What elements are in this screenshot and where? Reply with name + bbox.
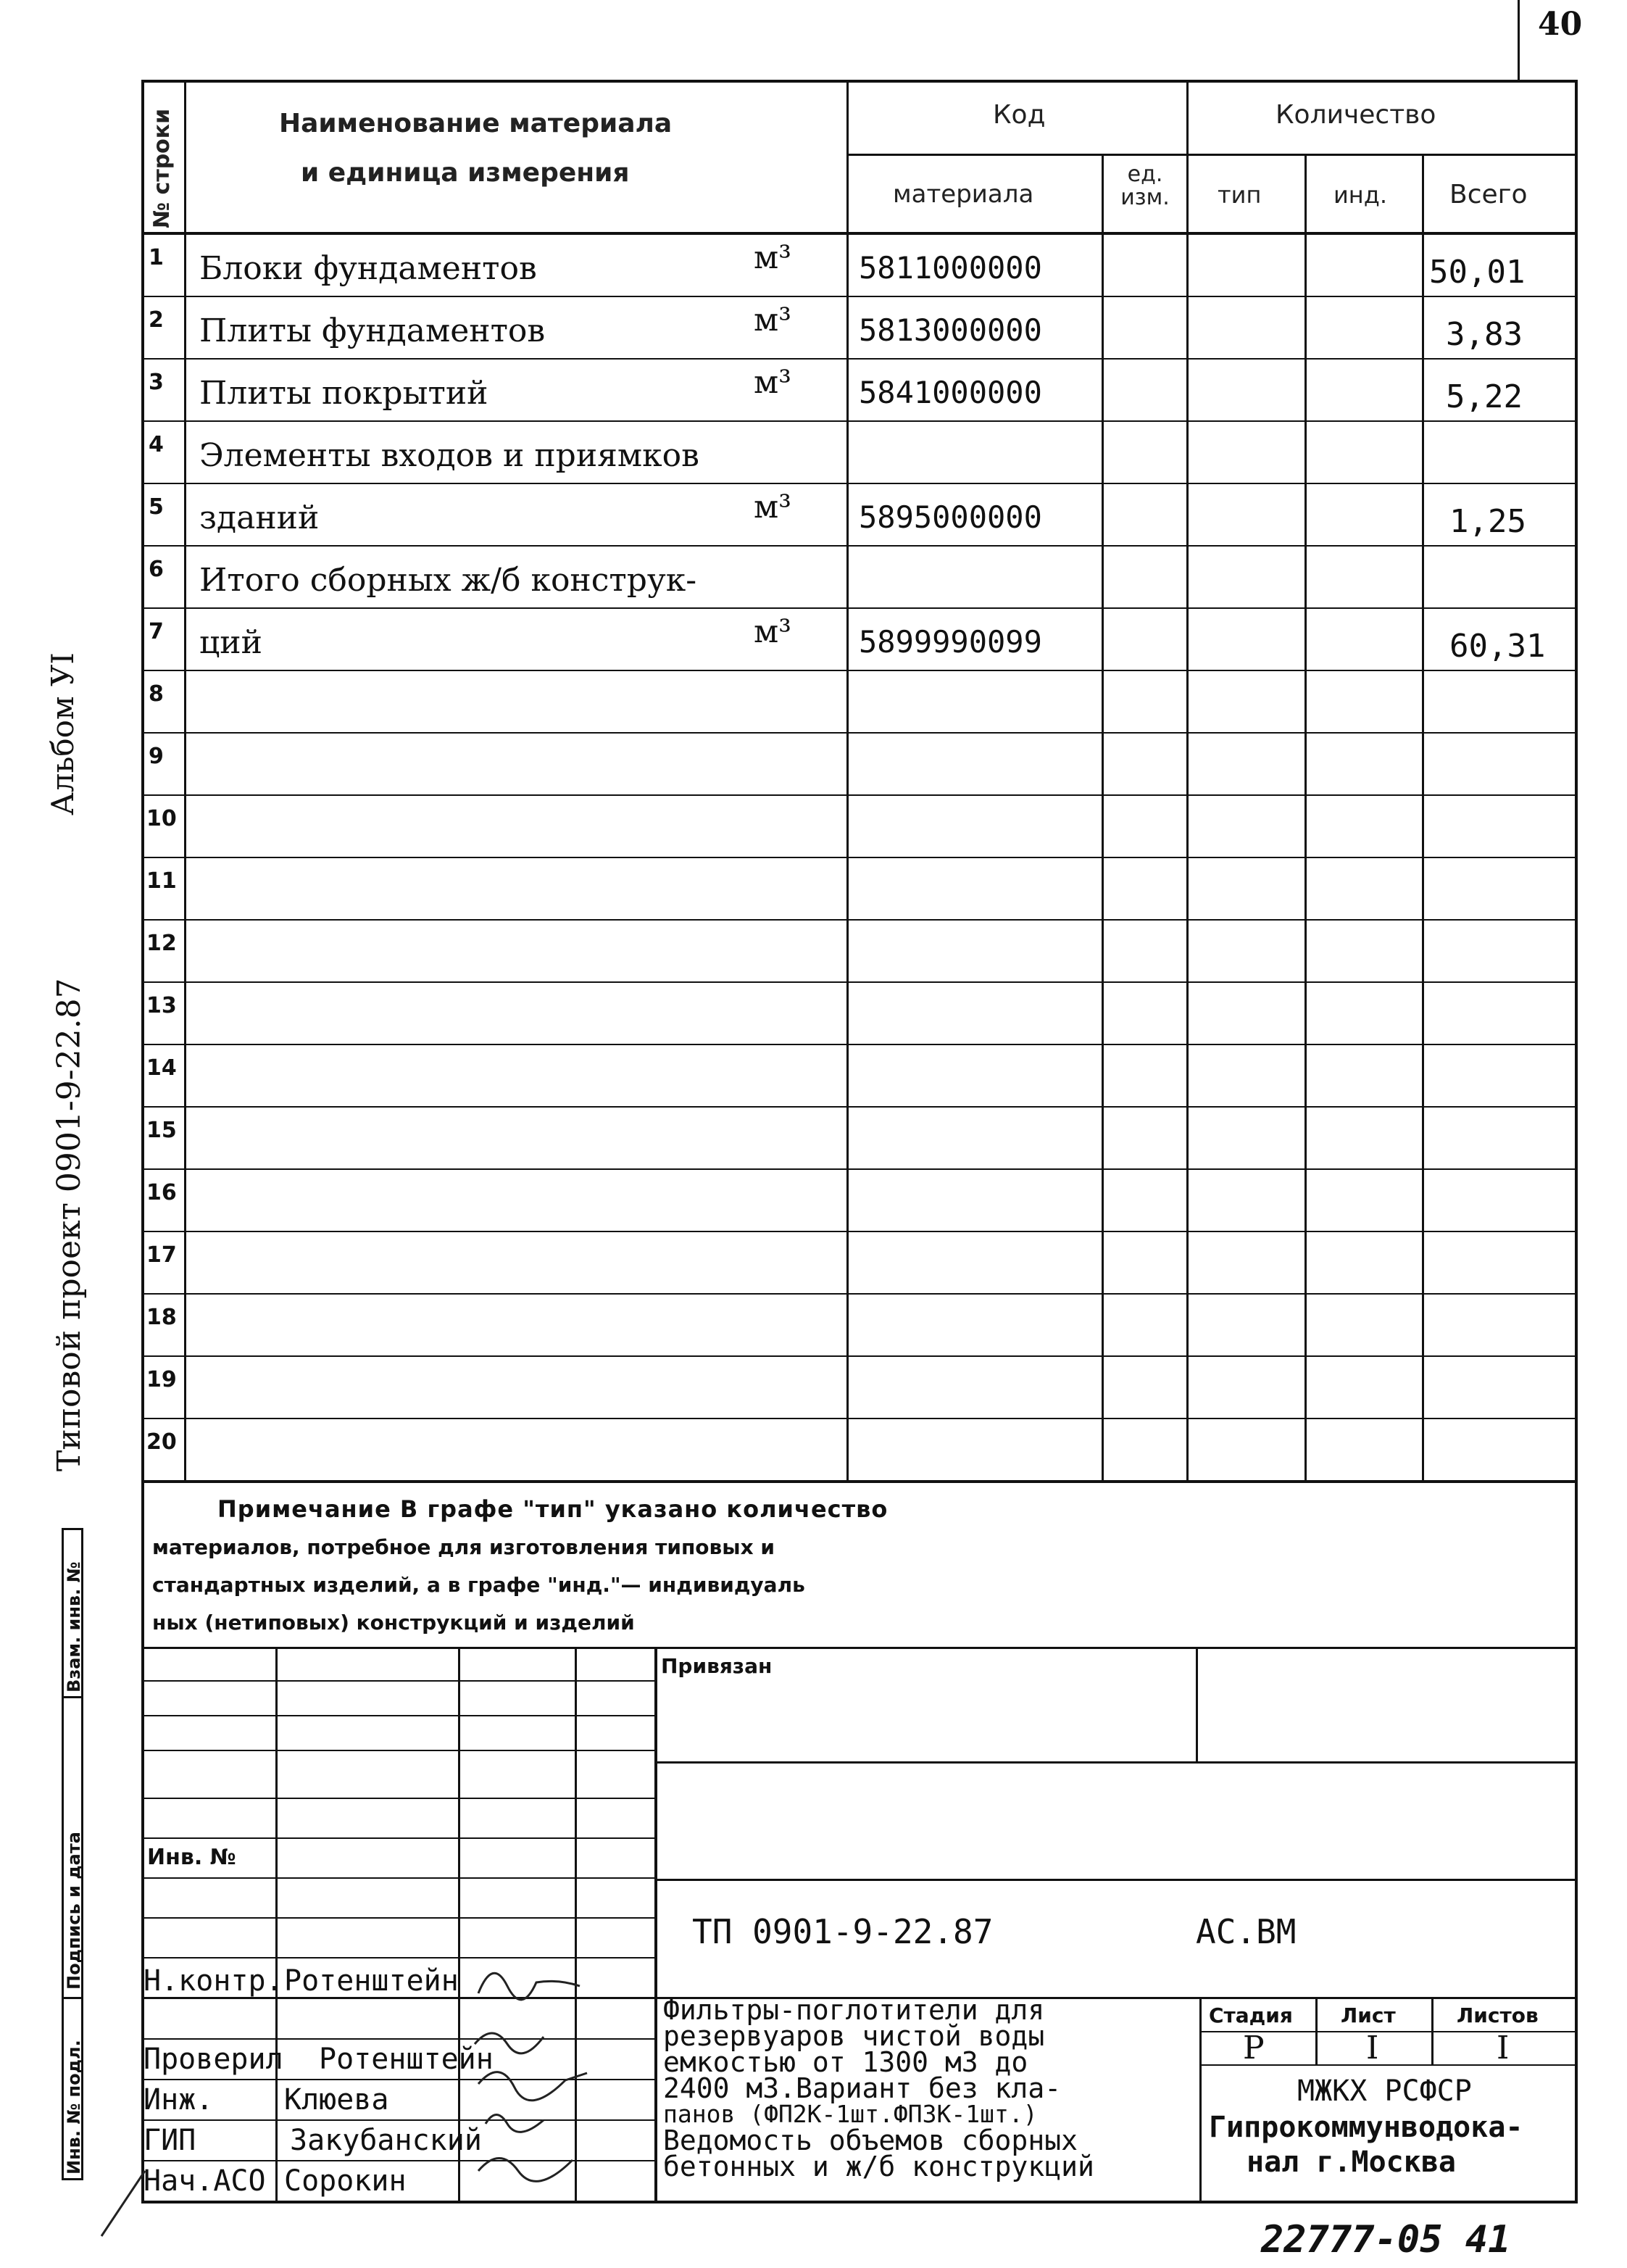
document-mark: АС.ВМ <box>1196 1912 1297 1951</box>
material-name-header-line2: и единица измерения <box>301 158 630 188</box>
row-name: Блоки фундаментов <box>199 250 537 287</box>
row-number: 14 <box>146 1055 177 1081</box>
title-line: 2400 м3.Вариант без кла- <box>663 2072 1062 2104</box>
signer-name: Клюева <box>284 2083 389 2117</box>
row-number: 19 <box>146 1367 177 1392</box>
row-name: Итого сборных ж/б конструк- <box>199 562 697 599</box>
row-number-header: № строки <box>149 108 175 228</box>
page-number: 40 <box>1538 6 1583 43</box>
row-number: 2 <box>149 307 164 333</box>
row-unit: м³ <box>754 613 791 650</box>
row-number: 15 <box>146 1118 177 1143</box>
unit-code-header: ед. изм. <box>1120 162 1170 210</box>
signer-name: Закубанский <box>290 2124 482 2157</box>
row-code: 5899990099 <box>859 624 1042 660</box>
quantity-header: Количество <box>1276 100 1436 130</box>
signer-role: Нач.АСО <box>143 2164 266 2198</box>
row-code: 5813000000 <box>859 312 1042 348</box>
row-code: 5811000000 <box>859 250 1042 286</box>
title-line: резервуаров чистой воды <box>663 2020 1045 2052</box>
sheet-label: Лист <box>1341 2003 1396 2027</box>
row-number: 6 <box>149 557 164 582</box>
stage-value: Р <box>1243 2030 1265 2066</box>
title-line: емкостью от 1300 м3 до <box>663 2046 1028 2078</box>
stage-label: Стадия <box>1209 2003 1293 2027</box>
org-line-3: нал г.Москва <box>1247 2146 1456 2179</box>
row-code: 5895000000 <box>859 499 1042 535</box>
project-label: Типовой проект 0901-9-22.87 <box>51 978 88 1471</box>
row-unit: м³ <box>754 364 791 401</box>
row-number: 12 <box>146 931 177 956</box>
row-number: 13 <box>146 993 177 1018</box>
org-line-1: МЖКХ РСФСР <box>1297 2074 1472 2108</box>
inv-zam-label: Взам. инв. № <box>64 1561 84 1692</box>
tip-header: тип <box>1218 181 1262 209</box>
document-code: ТП 0901-9-22.87 <box>692 1912 994 1951</box>
row-number: 4 <box>149 432 164 457</box>
row-number: 16 <box>146 1180 177 1205</box>
sheets-value: I <box>1497 2030 1510 2066</box>
signer-role: Н.контр. <box>143 1964 283 1998</box>
row-number: 20 <box>146 1429 177 1455</box>
row-total: 1,25 <box>1449 503 1526 540</box>
row-unit: м³ <box>754 239 791 276</box>
row-code: 5841000000 <box>859 375 1042 410</box>
row-number: 1 <box>149 245 164 270</box>
row-total: 3,83 <box>1446 316 1523 353</box>
row-name: зданий <box>199 499 320 536</box>
margin-pen-stroke <box>87 2167 159 2240</box>
row-number: 5 <box>149 494 164 520</box>
inv-no-label: Инв. № <box>147 1845 236 1870</box>
ind-header: инд. <box>1333 181 1388 209</box>
code-header: Код <box>993 100 1046 130</box>
signatures <box>464 1943 609 2189</box>
row-total: 5,22 <box>1446 378 1523 415</box>
material-code-header: материала <box>893 180 1034 209</box>
row-number: 9 <box>149 744 164 769</box>
material-name-header-line1: Наименование материала <box>279 109 673 138</box>
row-total: 50,01 <box>1429 254 1526 291</box>
title-line: панов (ФП2К-1шт.ФП3К-1шт.) <box>663 2100 1038 2128</box>
row-number: 11 <box>146 868 177 894</box>
signer-name: Ротенштейн <box>284 1964 459 1998</box>
row-number: 18 <box>146 1305 177 1330</box>
row-name: Плиты покрытий <box>199 375 488 412</box>
title-line: Фильтры-поглотители для <box>663 1994 1045 2026</box>
title-line: бетонных и ж/б конструкций <box>663 2151 1094 2182</box>
inv-podl-label: Инв. № подл. <box>64 2040 84 2174</box>
signer-role: Проверил <box>143 2043 283 2076</box>
row-name: Элементы входов и приямков <box>199 437 699 474</box>
sheet-value: I <box>1366 2030 1379 2066</box>
signer-name: Ротенштейн <box>319 2043 494 2076</box>
row-total: 60,31 <box>1449 628 1546 665</box>
total-header: Всего <box>1449 180 1528 209</box>
note-line-1: Примечание В графе "тип" указано количество <box>217 1495 889 1523</box>
row-name: ций <box>199 624 262 661</box>
row-number: 7 <box>149 619 164 644</box>
note-line-3: стандартных изделий, а в графе "инд."— индивидуаль <box>152 1573 805 1597</box>
note-line-4: ных (нетиповых) конструкций и изделий <box>152 1611 635 1634</box>
privyazan-label: Привязан <box>661 1654 773 1678</box>
signer-role: ГИП <box>143 2124 196 2157</box>
row-number: 8 <box>149 681 164 707</box>
row-name: Плиты фундаментов <box>199 312 546 349</box>
row-number: 10 <box>146 806 177 831</box>
archive-number: 22777-05 41 <box>1261 2218 1511 2261</box>
row-unit: м³ <box>754 302 791 338</box>
page-number-divider <box>1518 0 1520 80</box>
signature-date-label: Подпись и дата <box>64 1832 84 1990</box>
signer-role: Инж. <box>143 2083 214 2117</box>
title-line: Ведомость объемов сборных <box>663 2124 1078 2156</box>
album-label: Альбом УI <box>45 652 80 815</box>
row-number: 17 <box>146 1242 177 1268</box>
org-line-2: Гипрокоммунводока- <box>1209 2111 1523 2144</box>
note-line-2: материалов, потребное для изготовления типовых и <box>152 1535 775 1559</box>
row-number: 3 <box>149 370 164 395</box>
sheets-label: Листов <box>1457 2003 1539 2027</box>
row-unit: м³ <box>754 489 791 526</box>
signer-name: Сорокин <box>284 2164 407 2198</box>
